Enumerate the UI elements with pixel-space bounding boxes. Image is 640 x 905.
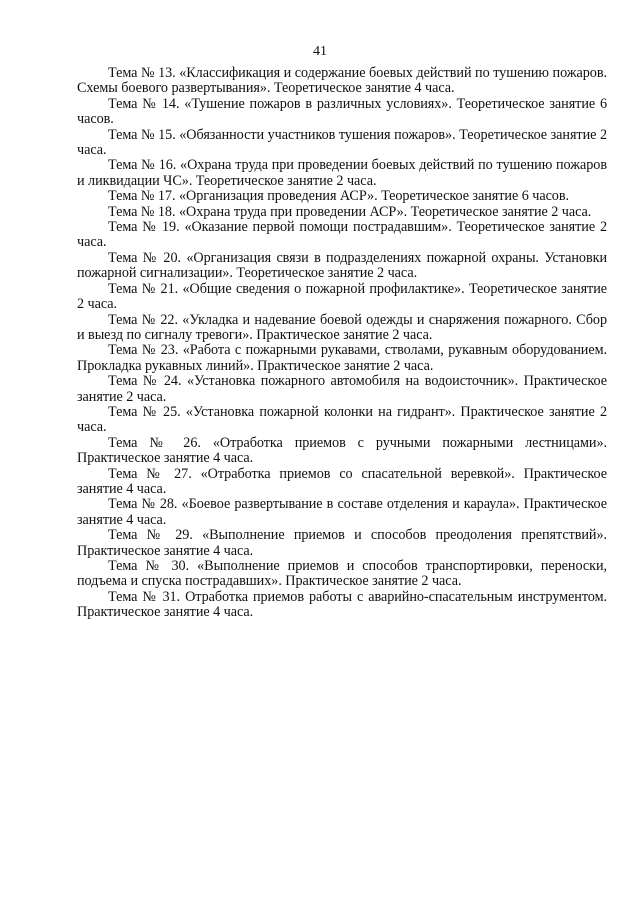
topic-22-paragraph: Тема № 22. «Укладка и надевание боевой одежды и снаряжения пожарного. Сбор и выезд по сигналу тревоги». Практическое занятие 2 часа. — [77, 311, 607, 343]
topic-21-paragraph: Тема № 21. «Общие сведения о пожарной профилактике». Теоретическое занятие 2 часа. — [77, 280, 607, 313]
topic-15-paragraph: Тема № 15. «Обязанности участников тушения пожаров». Теоретическое занятие 2 часа. — [77, 126, 607, 159]
topic-18-paragraph: Тема № 18. «Охрана труда при проведении АСР». Теоретическое занятие 2 часа. — [108, 203, 592, 220]
topic-16-paragraph: Тема № 16. «Охрана труда при проведении боевых действий по тушению пожаров и ликвидации ЧС». Теоретическое занятие 2 часа. — [77, 157, 607, 189]
topic-26-paragraph: Тема № 26. «Отработка приемов с ручными пожарными лестницами». Практическое занятие 4 часа. — [77, 434, 607, 467]
topic-31-paragraph: Тема № 31. Отработка приемов работы с аварийно-спасательным инструментом. Практическое занятие 4 часа. — [77, 588, 607, 621]
topic-24-paragraph: Тема № 24. «Установка пожарного автомобиля на водоисточник». Практическое занятие 2 часа. — [77, 373, 607, 405]
topic-13-paragraph: Тема № 13. «Классификация и содержание боевых действий по тушению пожаров. Схемы боевого развертывания». Теоретическое занятие 4 часа. — [77, 65, 607, 97]
topic-30-paragraph: Тема № 30. «Выполнение приемов и способов транспортировки, переноски, подъема и спуска пострадавших». Практическое занятие 2 часа. — [77, 558, 607, 590]
topic-17-paragraph: Тема № 17. «Организация проведения АСР». Теоретическое занятие 6 часов. — [108, 188, 569, 205]
page-number: 41 — [313, 44, 327, 59]
topic-29-paragraph: Тема № 29. «Выполнение приемов и способов преодоления препятствий». Практическое занятие 4 часа. — [77, 527, 607, 559]
topic-14-paragraph: Тема № 14. «Тушение пожаров в различных условиях». Теоретическое занятие 6 часов. — [77, 95, 607, 128]
topic-list — [77, 66, 607, 621]
topic-19-paragraph: Тема № 19. «Оказание первой помощи пострадавшим». Теоретическое занятие 2 часа. — [77, 219, 607, 251]
topic-25-paragraph: Тема № 25. «Установка пожарной колонки на гидрант». Практическое занятие 2 часа. — [77, 403, 607, 436]
topic-28-paragraph: Тема № 28. «Боевое развертывание в составе отделения и караула». Практическое занятие 4 часа. — [77, 496, 607, 528]
topic-27-paragraph: Тема № 27. «Отработка приемов со спасательной веревкой». Практическое занятие 4 часа. — [77, 465, 607, 497]
topic-20-paragraph: Тема № 20. «Организация связи в подразделениях пожарной охраны. Установки пожарной сигнализации». Теоретическое занятие 2 часа. — [77, 249, 607, 282]
topic-23-paragraph: Тема № 23. «Работа с пожарными рукавами, стволами, рукавным оборудованием. Прокладка рукавных линий». Практическое занятие 2 часа. — [77, 342, 607, 374]
